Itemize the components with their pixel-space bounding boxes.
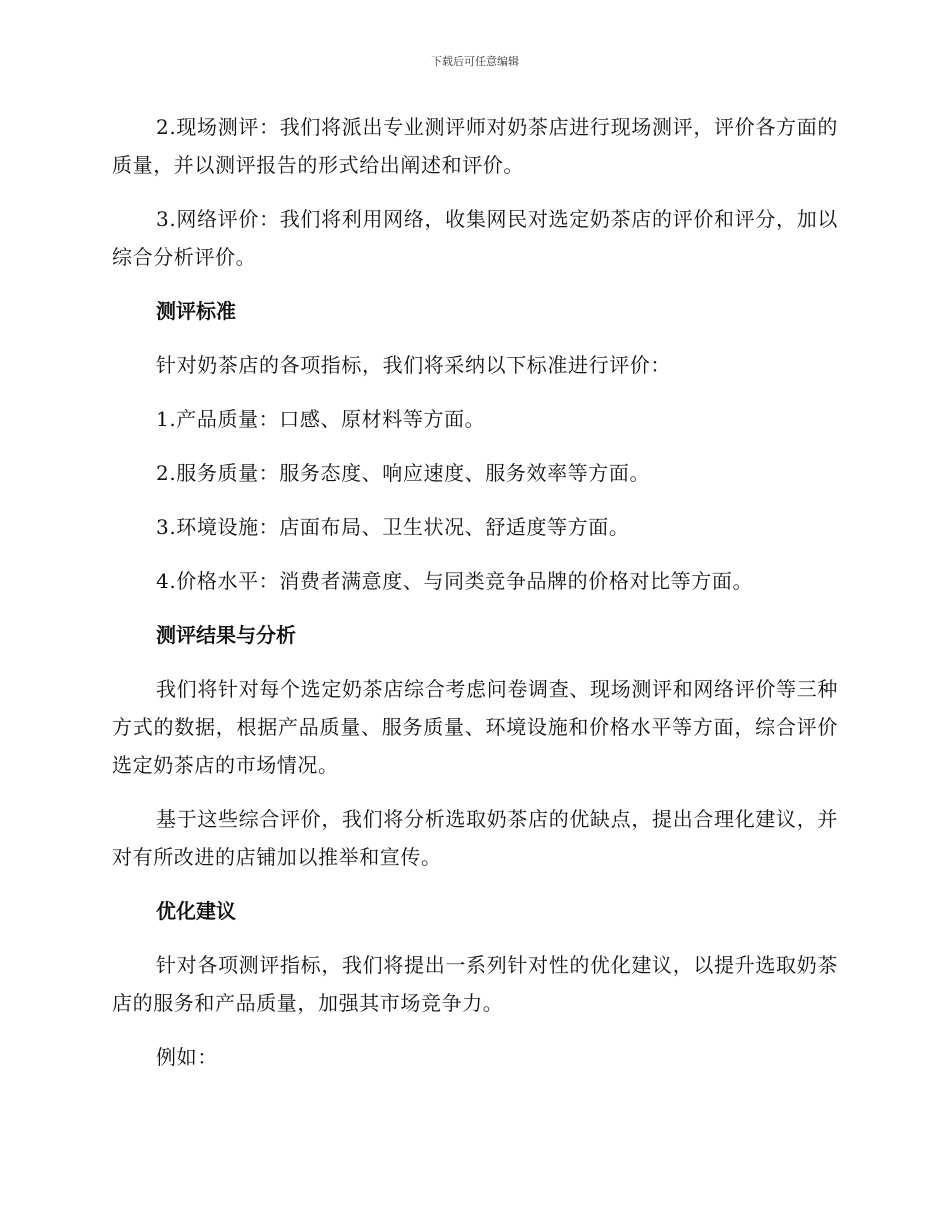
list-item-product-quality: 1.产品质量：口感、原材料等方面。 [156,407,486,431]
paragraph-results-suggestions: 基于这些综合评价，我们将分析选取奶茶店的优缺点，提出合理化建议，并对有所改进的店铺加以推举和宣传。 [112,807,838,869]
paragraph-criteria-intro: 针对奶茶店的各项指标，我们将采纳以下标准进行评价： [156,353,671,377]
paragraph-online-review: 3.网络评价：我们将利用网络，收集网民对选定奶茶店的评价和评分，加以综合分析评价。 [112,207,838,269]
heading-evaluation-criteria: 测评标准 [156,299,236,323]
paragraph-results-method: 我们将针对每个选定奶茶店综合考虑问卷调查、现场测评和网络评价等三种方式的数据，根据产品质量、服务质量、环境设施和价格水平等方面，综合评价选定奶茶店的市场情况。 [112,677,838,777]
list-item-service-quality: 2.服务质量：服务态度、响应速度、服务效率等方面。 [156,461,651,485]
paragraph-example: 例如： [156,1045,218,1069]
page-header: 下载后可任意编辑 [431,55,519,68]
document-body [112,108,838,1092]
heading-optimization: 优化建议 [156,899,236,923]
list-item-price-level: 4.价格水平：消费者满意度、与同类竞争品牌的价格对比等方面。 [156,569,754,593]
list-item-environment: 3.环境设施：店面布局、卫生状况、舒适度等方面。 [156,515,630,539]
paragraph-onsite-evaluation: 2.现场测评：我们将派出专业测评师对奶茶店进行现场测评，评价各方面的质量，并以测评报告的形式给出阐述和评价。 [112,115,838,177]
paragraph-optimization: 针对各项测评指标，我们将提出一系列针对性的优化建议，以提升选取奶茶店的服务和产品质量，加强其市场竞争力。 [112,953,838,1015]
heading-results-analysis: 测评结果与分析 [156,623,296,647]
